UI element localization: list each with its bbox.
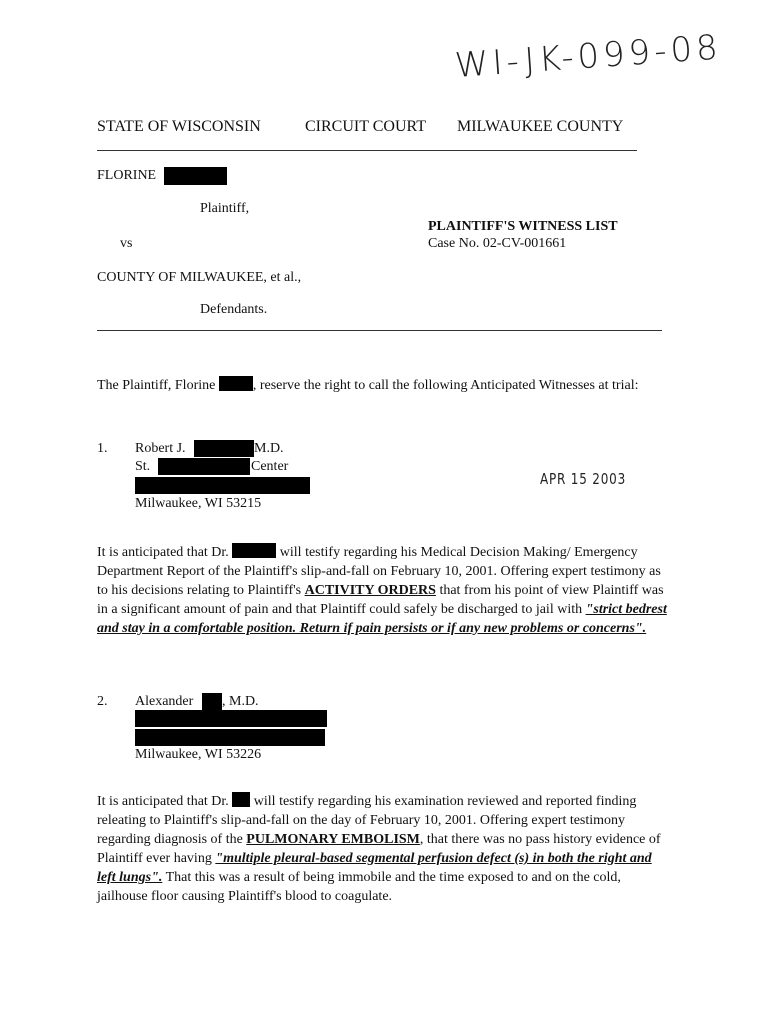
- redaction-witness-org: [135, 710, 327, 727]
- witness-name-prefix: Alexander: [135, 694, 194, 709]
- perfusion-quote: "multiple pleural-based segmental perfusion defect (s) in both the right and left lungs".: [97, 851, 652, 885]
- witness-org-prefix: St.: [135, 459, 151, 474]
- redaction-witness-surname: [202, 693, 222, 710]
- witness-name-suffix: M.D.: [254, 441, 284, 456]
- witness-name-suffix: , M.D.: [222, 694, 259, 709]
- court-county: MILWAUKEE COUNTY: [457, 118, 624, 135]
- defendant-name: COUNTY OF MILWAUKEE, et al.,: [97, 270, 302, 285]
- witness-name-prefix: Robert J.: [135, 441, 186, 456]
- redaction-witness-surname-text: [232, 792, 250, 807]
- redaction-witness-address: [135, 729, 325, 746]
- document-title: PLAINTIFF'S WITNESS LIST: [428, 219, 618, 234]
- intro-paragraph: The Plaintiff, Florine , reserve the right to call the following Anticipated Witnesses at trial:: [97, 378, 639, 393]
- plaintiff-name: FLORINE: [97, 168, 157, 183]
- versus-label: vs: [120, 236, 133, 251]
- received-stamp: APR 15 2003: [540, 470, 627, 488]
- witness-city: Milwaukee, WI 53226: [135, 747, 262, 762]
- witness-org-suffix: Center: [251, 459, 289, 474]
- caption-rule-top: [97, 150, 637, 151]
- redaction-witness-org: [158, 458, 250, 475]
- plaintiff-label: Plaintiff,: [200, 201, 250, 216]
- activity-orders-term: ACTIVITY ORDERS: [304, 583, 436, 598]
- handwritten-case-id: WI-JK-099-08: [453, 27, 724, 86]
- court-state: STATE OF WISCONSIN: [97, 118, 261, 135]
- defendant-label: Defendants.: [200, 302, 268, 317]
- redaction-witness-address: [135, 477, 310, 494]
- witness-paragraph: It is anticipated that Dr. will testify regarding his examination reviewed and reported finding releating to Plaintiff's slip-and-fall on the day of February 10, 2001. Offering expert testimony regarding diagnosis of the PULMONARY EMBOLISM, that there was no pass history evidence of Plaintiff ever having "multiple pleural-based segmental perfusion defect (s) in both the right and left lungs". That this was a result of being immobile and the time exposed to and on the cold, jailhouse floor causing Plaintiff's blood to coagulate.: [97, 794, 661, 904]
- discharge-quote: "strict bedrest and stay in a comfortable position. Return if pain persists or if any new problems or concerns".: [97, 602, 667, 636]
- redaction-plaintiff-surname: [164, 167, 227, 185]
- pulmonary-embolism-term: PULMONARY EMBOLISM: [246, 832, 420, 847]
- caption-rule-bottom: [97, 330, 662, 331]
- redaction-witness-surname-text: [232, 543, 276, 558]
- witness-paragraph: It is anticipated that Dr. will testify regarding his Medical Decision Making/ Emergency Department Report of the Plaintiff's slip-and-fall on February 10, 2001. Offering expert testimony as to his decisions relating to Plaintiff's ACTIVITY ORDERS that from his point of view Plaintiff was in a significant amount of pain and that Plaintiff could safely be discharged to jail with "strict bedrest and stay in a comfortable position. Return if pain persists or if any new problems or concerns".: [97, 545, 667, 636]
- redaction-witness-surname: [194, 440, 254, 457]
- witness-city: Milwaukee, WI 53215: [135, 496, 262, 511]
- court-name: CIRCUIT COURT: [305, 118, 426, 135]
- redaction-plaintiff-surname-intro: [219, 376, 253, 391]
- witness-number: 1.: [97, 441, 108, 456]
- witness-number: 2.: [97, 694, 108, 709]
- case-number: Case No. 02-CV-001661: [428, 236, 567, 251]
